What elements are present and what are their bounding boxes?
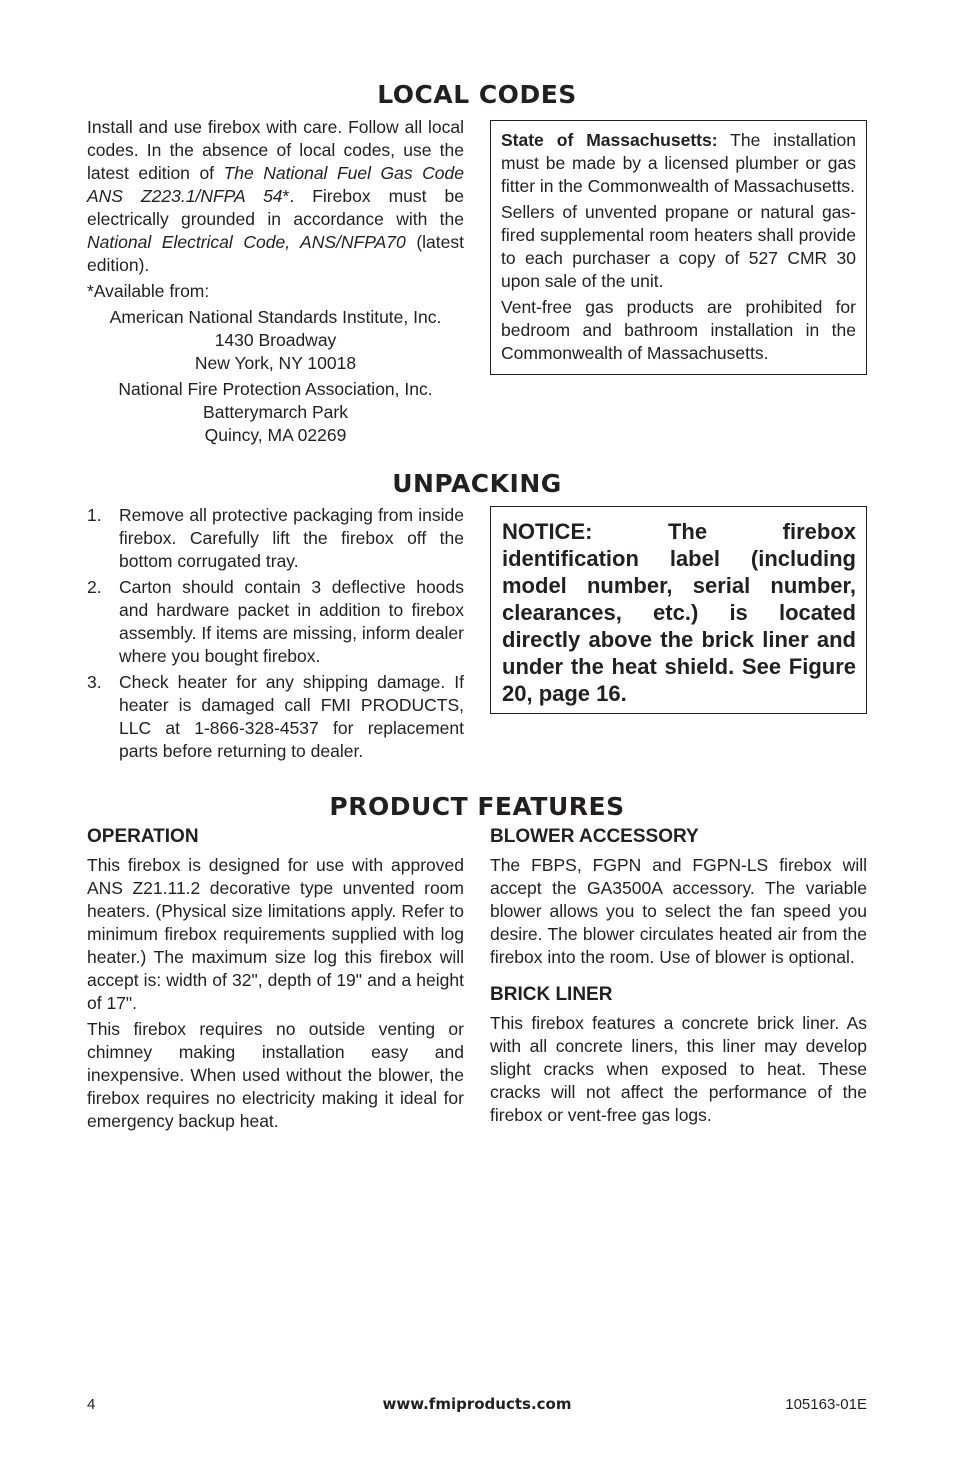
- electrical-code-title: National Electrical Code, ANS/NFPA70: [87, 232, 406, 252]
- list-item: [87, 671, 464, 763]
- operation-heading: OPERATION: [87, 826, 199, 847]
- local-codes-column: [87, 116, 464, 447]
- list-item: [87, 504, 464, 573]
- unpacking-column: [87, 504, 464, 766]
- local-codes-heading: LOCAL CODES: [377, 80, 577, 109]
- massachusetts-para-2: Sellers of unvented propane or natural gas-fired supplemental room heaters shall provide to each purchaser a copy of 527 CMR 30 upon sale of the unit.: [501, 202, 856, 291]
- address-line: Quincy, MA 02269: [204, 425, 347, 445]
- blower-text: The FBPS, FGPN and FGPN-LS firebox will accept the GA3500A accessory. The variable blower allows you to select the fan speed you desire. The blower circulates heated air from the firebox into the room. Use of blower is optional.: [490, 855, 867, 967]
- step-number: 2.: [87, 577, 102, 597]
- document-number: 105163-01E: [785, 1396, 867, 1413]
- blower-heading: BLOWER ACCESSORY: [490, 826, 699, 847]
- intro-text: (latest edition).: [87, 232, 464, 275]
- operation-para-2: This firebox requires no outside venting or chimney making installation easy and inexpensive. When used without the blower, the firebox requires no electricity making it ideal for emergency backup heat.: [87, 1019, 464, 1131]
- intro-text: *. Firebox must be electrically grounded in accordance with the: [87, 186, 464, 229]
- address-line: National Fire Protection Association, Inc.: [118, 379, 433, 399]
- ansi-address: [87, 306, 464, 375]
- brick-liner-text: This firebox features a concrete brick liner. As with all concrete liners, this liner may develop slight cracks when exposed to heat. These cracks will not affect the performance of the firebox or vent-free gas logs.: [490, 1013, 867, 1125]
- nfpa-address: [87, 378, 464, 447]
- product-features-heading: PRODUCT FEATURES: [329, 792, 625, 821]
- step-number: 1.: [87, 505, 102, 525]
- massachusetts-label: State of Massachusetts:: [501, 130, 718, 150]
- massachusetts-para-1: [501, 129, 856, 198]
- step-text: Check heater for any shipping damage. If heater is damaged call FMI PRODUCTS, LLC at 1-866-328-4537 for replacement parts before returning to dealer.: [119, 672, 464, 761]
- unpacking-steps: [87, 504, 464, 763]
- massachusetts-text: The installation must be made by a licensed plumber or gas fitter in the Commonwealth of Massachusetts.: [501, 130, 856, 196]
- address-line: 1430 Broadway: [214, 330, 337, 350]
- local-codes-intro: [87, 116, 464, 277]
- list-item: [87, 576, 464, 668]
- website-link[interactable]: www.fmiproducts.com: [382, 1395, 572, 1413]
- notice-box: NOTICE: The firebox identification label (including model number, serial number, clearances, etc.) is located directly above the brick liner and under the heat shield. See Figure 20, page 16.: [490, 506, 867, 714]
- massachusetts-box: [490, 120, 867, 375]
- step-text: Carton should contain 3 deflective hoods and hardware packet in addition to firebox assembly. If items are missing, inform dealer where you bought firebox.: [119, 577, 464, 666]
- available-from: *Available from:: [87, 281, 210, 301]
- brick-liner-heading: BRICK LINER: [490, 984, 613, 1005]
- address-line: American National Standards Institute, Inc.: [109, 307, 442, 327]
- step-text: Remove all protective packaging from inside firebox. Carefully lift the firebox off the bottom corrugated tray.: [119, 505, 464, 571]
- address-line: Batterymarch Park: [203, 402, 348, 422]
- address-line: New York, NY 10018: [194, 353, 357, 373]
- step-number: 3.: [87, 672, 102, 692]
- intro-text: Install and use firebox with care. Follow all local codes. In the absence of local codes, use the latest edition of: [87, 117, 464, 183]
- operation-section: [87, 825, 464, 1136]
- fuel-gas-code-title: The National Fuel Gas Code ANS Z223.1/NFPA 54: [87, 163, 464, 206]
- massachusetts-para-3: Vent-free gas products are prohibited for bedroom and bathroom installation in the Commonwealth of Massachusetts.: [501, 297, 856, 363]
- unpacking-heading: UNPACKING: [392, 469, 562, 498]
- page-number: 4: [87, 1396, 96, 1413]
- operation-para-1: This firebox is designed for use with approved ANS Z21.11.2 decorative type unvented room heaters. (Physical size limitations apply. Refer to minimum firebox requirements supplied with log heater.) The maximum size log this firebox will accept is: width of 32", depth of 19" and a height of 17".: [87, 855, 464, 1013]
- blower-section: [490, 825, 867, 1130]
